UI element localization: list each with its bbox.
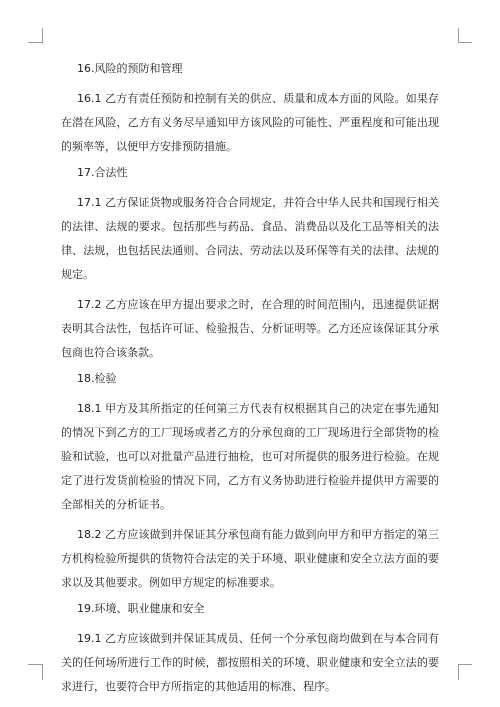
corner-mark-bottom-left: [42, 664, 43, 680]
corner-mark-top-left: [28, 42, 42, 43]
section-paragraph: 18.1 甲方及其所指定的任何第三方代表有权根据其自己的决定在事先通知的情况下到乙方的工厂现场或者乙方的分承包商的工厂现场进行全部货物的检验和试验，也可以对批量产品进行抽检，也可对所提供的服务进行检验。在规定了进行发货前检验的情况下同，乙方有义务协助进行检验并提供甲方需要的全部相关的分析证书。: [61, 402, 439, 511]
corner-mark-top-left: [42, 28, 43, 43]
section-paragraph: 17.1 乙方保证货物或服务符合合同规定，并符合中华人民共和国现行相关的法律、法规的要求。包括那些与药品、食品、消费品以及化工品等相关的法律、法规，也包括民法通则、合同法、劳动法以及环保等有关的法律、法规的规定。: [61, 196, 439, 281]
corner-mark-bottom-right: [458, 664, 472, 665]
corner-mark-bottom-left: [28, 664, 42, 665]
section-heading: 18.检验: [77, 372, 117, 385]
section-heading: 19.环境、职业健康和安全: [77, 602, 205, 615]
document-body: [61, 61, 439, 705]
section-paragraph: 17.2 乙方应该在甲方提出要求之时，在合理的时间范围内，迅速提供证据表明其合法性，包括许可证、检验报告、分析证明等。乙方还应该保证其分承包商也符合该条款。: [61, 298, 439, 359]
corner-mark-top-right: [458, 28, 459, 43]
corner-mark-bottom-right: [458, 664, 459, 680]
section-paragraph: 16.1 乙方有责任预防和控制有关的供应、质量和成本方面的风险。如果存在潜在风险，乙方有义务尽早通知甲方该风险的可能性、严重程度和可能出现的频率等，以便甲方安排预防措施。: [61, 92, 439, 153]
section-paragraph: 19.1 乙方应该做到并保证其成员、任何一个分承包商均做到在与本合同有关的任何场所进行工作的时候，都按照相关的环境、职业健康和安全立法的要求进行，也要符合甲方所指定的其他适用的标准、程序。: [61, 632, 439, 693]
section-paragraph: 18.2 乙方应该做到并保证其分承包商有能力做到向甲方和甲方指定的第三方机构检验所提供的货物符合法定的关于环境、职业健康和安全立法方面的要求以及其他要求。例如甲方规定的标准要求。: [61, 528, 439, 589]
section-heading: 17.合法性: [77, 166, 128, 179]
section-heading: 16.风险的预防和管理: [77, 62, 183, 75]
corner-mark-top-right: [458, 42, 472, 43]
